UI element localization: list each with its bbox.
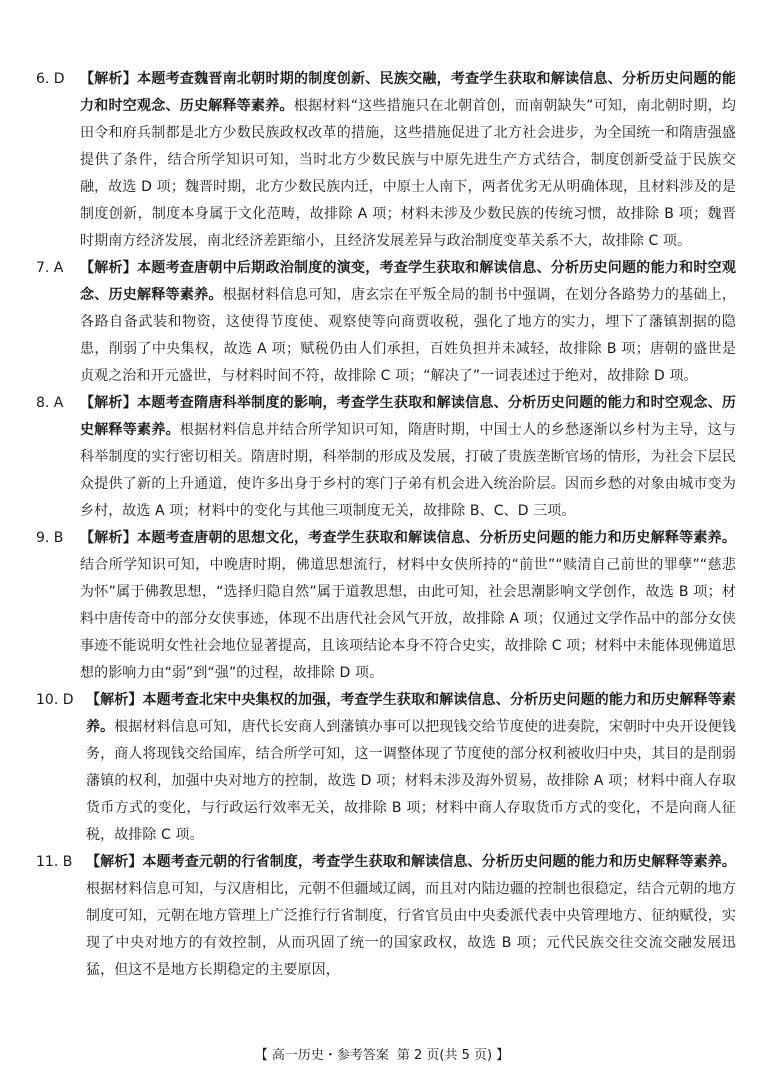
answer-intro: 本题考查元朝的行省制度，考查学生获取和解读信息、分析历史问题的能力和历史解释等素养。	[142, 854, 736, 870]
answer-body	[80, 66, 736, 255]
analysis-tag: 【解析】	[80, 395, 138, 411]
analysis-tag: 【解析】	[86, 854, 143, 870]
answer-body	[80, 255, 736, 390]
analysis-tag: 【解析】	[80, 71, 138, 87]
answer-intro: 本题考查隋唐科举制度的影响，考查学生获取和解读信息、分析历史问题的能力和时空观念、历史解释等素养。	[80, 395, 736, 438]
answer-intro: 本题考查唐朝中后期政治制度的演变，考查学生获取和解读信息、分析历史问题的能力和时空观念、历史解释等素养。	[80, 260, 736, 303]
answer-item-6	[36, 66, 736, 255]
analysis-tag: 【解析】	[80, 260, 138, 276]
question-number: 9. B	[36, 530, 64, 546]
answer-intro: 本题考查魏晋南北朝时期的制度创新、民族交融，考查学生获取和解读信息、分析历史问题的能力和时空观念、历史解释等素养。	[80, 71, 736, 114]
question-number: 7. A	[36, 260, 64, 276]
answer-text: 根据材料“这些措施只在北朝首创，而南朝缺失”可知，南北朝时期，均田令和府兵制都是北方少数民族政权改革的措施，这些措施促进了北方社会进步，为全国统一和隋唐强盛提供了条件，结合所学知识可知，当时北方少数民族与中原先进生产方式结合，制度创新受益于民族交融，故选 D 项；魏晋时期，北方少数民族内迁，中原士人南下，两者优劣无从明确体现，且材料涉及的是制度创新，制度本身属于文化范畴，故排除 A 项；材料未涉及少数民族的传统习惯，故排除 B 项；魏晋时期南方经济发展，南北经济差距缩小，且经济发展差异与政治制度变革关系不大，故排除 C 项。	[80, 98, 736, 249]
question-number: 10. D	[36, 692, 74, 708]
answer-text: 根据材料信息并结合所学知识可知，隋唐时期，中国士人的乡愁逐渐以乡村为主导，这与科举制度的实行密切相关。隋唐时期，科举制的形成及发展，打破了贵族垄断官场的情形，为社会下层民众提供了新的上升通道，使许多出身于乡村的寒门子弟有机会进入统治阶层。因而乡愁的对象由城市变为乡村，故选 A 项；材料中的变化与其他三项制度无关，故排除 B、C、D 三项。	[80, 422, 736, 519]
answer-item-9	[36, 525, 736, 687]
analysis-tag: 【解析】	[86, 692, 143, 708]
footer-title: 高一历史・参考答案	[271, 1048, 389, 1063]
question-number: 6. D	[36, 71, 65, 87]
answer-intro: 本题考查北宋中央集权的加强，考查学生获取和解读信息、分析历史问题的能力和历史解释等素养。	[86, 692, 736, 735]
answer-item-11	[36, 849, 736, 984]
page-footer	[0, 1047, 764, 1065]
answer-intro: 本题考查唐朝的思想文化，考查学生获取和解读信息、分析历史问题的能力和历史解释等素养。	[137, 530, 736, 546]
answer-item-10	[36, 687, 736, 849]
answer-text: 根据材料信息可知，唐玄宗在平叛全局的制书中强调，在划分各路势力的基础上，各路自备武装和物资，这使得节度使、观察使等向商贾收税，强化了地方的实力，埋下了藩镇割据的隐患，削弱了中央集权，故选 A 项；赋税仍由人们承担，百姓负担并未减轻，故排除 B 项；唐朝的盛世是贞观之治和开元盛世，与材料时间不符，故排除 C 项；“解决了”一词表述过于绝对，故排除 D 项。	[80, 287, 737, 384]
analysis-tag: 【解析】	[80, 530, 138, 546]
answer-text: 结合所学知识可知，中晚唐时期，佛道思想流行，材料中女侠所持的“前世”“赎清自己前世的罪孽”“慈悲为怀”属于佛教思想，“选择归隐自然”属于道教思想，由此可知，社会思潮影响文学创作，故选 B 项；材料中唐传奇中的部分女侠事迹，体现不出唐代社会风气开放，故排除 A 项；仅通过文学作品中的部分女侠事迹不能说明女性社会地位显著提高，且该项结论本身不符合史实，故排除 C 项；材料中未能体现佛道思想的影响力由“弱”到“强”的过程，故排除 D 项。	[80, 557, 736, 681]
footer-right-bracket: 】	[496, 1048, 510, 1063]
answer-body	[86, 687, 736, 849]
answer-item-7	[36, 255, 736, 390]
question-number: 11. B	[36, 854, 73, 870]
answer-item-8	[36, 390, 736, 525]
answer-body	[80, 390, 736, 525]
answer-text: 根据材料信息可知，唐代长安商人到藩镇办事可以把现钱交给节度使的进奏院，宋朝时中央开设便钱务，商人将现钱交给国库，结合所学可知，这一调整体现了节度使的部分权利被收归中央，其目的是削弱藩镇的权利，加强中央对地方的控制，故选 D 项；材料未涉及海外贸易，故排除 A 项；材料中商人存取货币方式的变化，与行政运行效率无关，故排除 B 项；材料中商人存取货币方式的变化，不是向商人征税，故排除 C 项。	[86, 719, 736, 843]
footer-page-number: 第 2 页(共 5 页)	[396, 1048, 493, 1063]
answer-list	[36, 66, 736, 984]
footer-left-bracket: 【	[254, 1048, 268, 1063]
answer-body	[80, 525, 736, 687]
answer-body	[86, 849, 736, 984]
question-number: 8. A	[36, 395, 64, 411]
answer-text: 根据材料信息可知，与汉唐相比，元朝不但疆域辽阔，而且对内陆边疆的控制也很稳定，结合元朝的地方制度可知，元朝在地方管理上广泛推行行省制度，行省官员由中央委派代表中央管理地方、征纳赋役，实现了中央对地方的有效控制，从而巩固了统一的国家政权，故选 B 项；元代民族交往交流交融发展迅猛，但这不是地方长期稳定的主要原因，	[86, 881, 736, 978]
